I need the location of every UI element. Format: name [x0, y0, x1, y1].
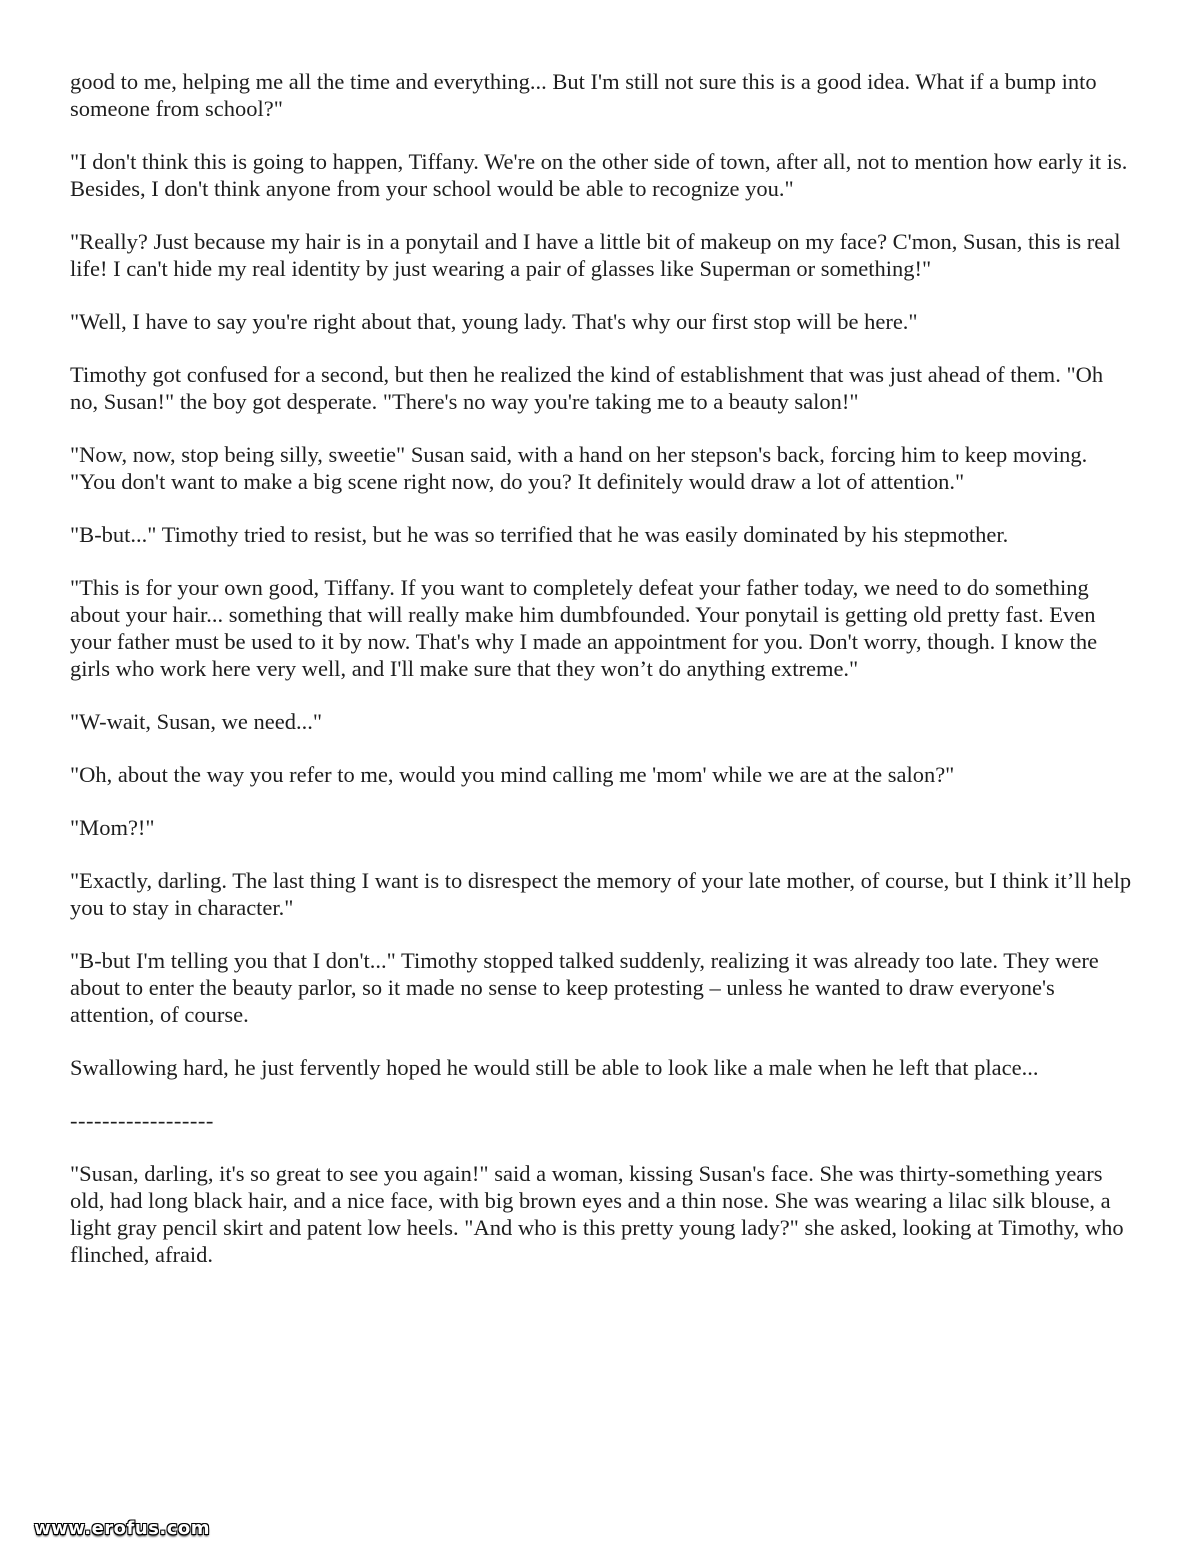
paragraph: "Exactly, darling. The last thing I want is to disrespect the memory of your late mother, of course, but I think it’ll help you to stay in character."	[70, 868, 1132, 920]
paragraph: "Well, I have to say you're right about that, young lady. That's why our first stop will be here."	[70, 309, 918, 334]
scene-break-divider: ------------------	[70, 1108, 214, 1133]
paragraph: "W-wait, Susan, we need..."	[70, 709, 323, 734]
paragraph: Swallowing hard, he just fervently hoped he would still be able to look like a male when he left that place...	[70, 1055, 1039, 1080]
paragraph: "This is for your own good, Tiffany. If you want to completely defeat your father today, we need to do something about your hair... something that will really make him dumbfounded. Your ponytail is getting old pretty fast. Even your father must be used to it by now. That's why I made an appointment for you. Don't worry, though. I know the girls who work here very well, and I'll make sure that they won’t do anything extreme."	[70, 575, 1098, 681]
paragraph: "B-but..." Timothy tried to resist, but he was so terrified that he was easily dominated by his stepmother.	[70, 522, 1009, 547]
paragraph: "Now, now, stop being silly, sweetie" Susan said, with a hand on her stepson's back, forcing him to keep moving. "You don't want to make a big scene right now, do you? It definitely would draw a lot of attention."	[70, 442, 1088, 494]
paragraph: "Oh, about the way you refer to me, would you mind calling me 'mom' while we are at the salon?"	[70, 762, 955, 787]
document-page	[70, 68, 1132, 1294]
paragraph: "Mom?!"	[70, 815, 155, 840]
paragraph: "B-but I'm telling you that I don't..." Timothy stopped talked suddenly, realizing it was already too late. They were about to enter the beauty parlor, so it made no sense to keep protesting – unless he wanted to draw everyone's attention, of course.	[70, 948, 1099, 1027]
paragraph: "I don't think this is going to happen, Tiffany. We're on the other side of town, after all, not to mention how early it is. Besides, I don't think anyone from your school would be able to recognize you."	[70, 149, 1128, 201]
watermark-link[interactable]: www.erofus.com	[34, 1518, 211, 1539]
paragraph: good to me, helping me all the time and everything... But I'm still not sure this is a good idea. What if a bump into someone from school?"	[70, 69, 1097, 121]
paragraph: Timothy got confused for a second, but then he realized the kind of establishment that was just ahead of them. "Oh no, Susan!" the boy got desperate. "There's no way you're taking me to a beauty salon!"	[70, 362, 1104, 414]
paragraph: "Really? Just because my hair is in a ponytail and I have a little bit of makeup on my face? C'mon, Susan, this is real life! I can't hide my real identity by just wearing a pair of glasses like Superman or something!"	[70, 229, 1121, 281]
paragraph: "Susan, darling, it's so great to see you again!" said a woman, kissing Susan's face. She was thirty-something years old, had long black hair, and a nice face, with big brown eyes and a thin nose. She was wearing a lilac silk blouse, a light gray pencil skirt and patent low heels. "And who is this pretty young lady?" she asked, looking at Timothy, who flinched, afraid.	[70, 1161, 1124, 1267]
